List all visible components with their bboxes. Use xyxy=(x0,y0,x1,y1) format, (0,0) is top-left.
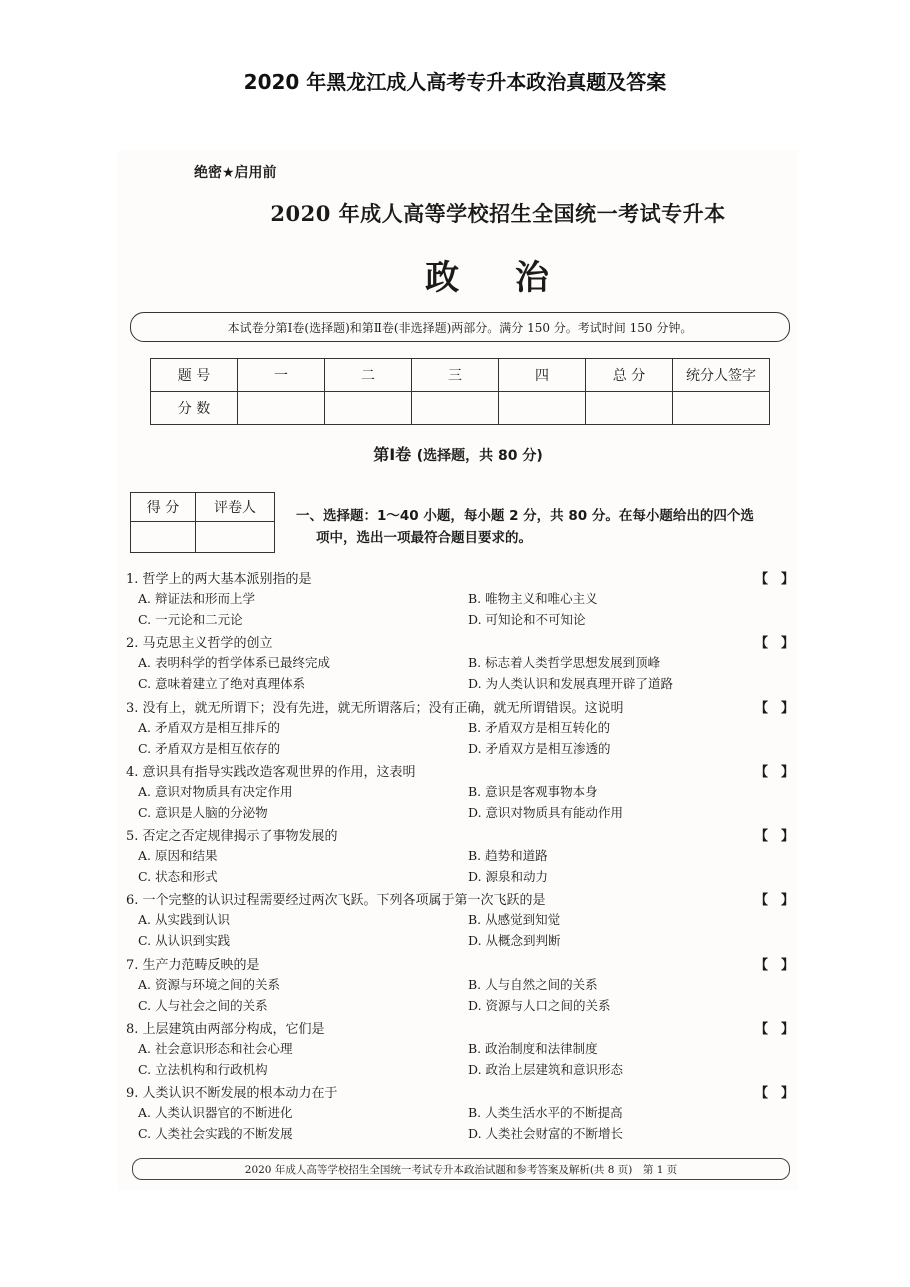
option-c: C. 意味着建立了绝对真理体系 xyxy=(138,676,306,692)
option-d: D. 政治上层建筑和意识形态 xyxy=(468,1062,624,1078)
answer-bracket: 【 】 xyxy=(754,1022,794,1038)
option-c: C. 意识是人脑的分泌物 xyxy=(138,804,268,820)
option-a: A. 从实践到认识 xyxy=(138,912,230,928)
option-c: C. 状态和形式 xyxy=(138,869,218,885)
question-item xyxy=(126,632,794,696)
option-b: B. 政治制度和法律制度 xyxy=(468,1041,598,1057)
question-item xyxy=(126,954,794,1018)
question-item xyxy=(126,825,794,889)
score-table-header-row xyxy=(151,359,770,392)
footer-text: 2020 年成人高等学校招生全国统一考试专升本政治试题和参考答案及解析(共 8 页) 第 1 页 xyxy=(244,1163,678,1176)
score-blank xyxy=(238,392,325,425)
option-a: A. 意识对物质具有决定作用 xyxy=(138,783,293,799)
answer-bracket: 【 】 xyxy=(754,636,794,652)
option-a: A. 原因和结果 xyxy=(138,848,218,864)
scanned-exam-page xyxy=(118,150,798,1190)
grader-score-label: 得 分 xyxy=(131,493,196,522)
instructions-line-2: 项中，选出一项最符合题目要求的。 xyxy=(316,530,532,546)
option-a: A. 人类认识器官的不断进化 xyxy=(138,1105,293,1121)
option-c: C. 立法机构和行政机构 xyxy=(138,1062,268,1078)
question-stem: 5. 否定之否定规律揭示了事物发展的 xyxy=(126,829,338,845)
grader-box xyxy=(130,492,275,553)
grader-name-label: 评卷人 xyxy=(196,493,275,522)
score-blank xyxy=(499,392,586,425)
option-c: C. 一元论和二元论 xyxy=(138,612,243,627)
secret-label: 绝密★启用前 xyxy=(194,165,277,181)
part-title-main: 第Ⅰ卷 xyxy=(373,445,412,464)
option-c: C. 从认识到实践 xyxy=(138,933,231,949)
question-item xyxy=(126,761,794,825)
question-item xyxy=(126,568,794,632)
question-stem: 2. 马克思主义哲学的创立 xyxy=(126,636,273,652)
question-stem: 9. 人类认识不断发展的根本动力在于 xyxy=(126,1086,338,1102)
option-b: B. 意识是客观事物本身 xyxy=(468,783,598,799)
part-title xyxy=(118,442,798,465)
score-blank xyxy=(325,392,412,425)
option-a: A. 表明科学的哲学体系已最终完成 xyxy=(138,655,330,671)
option-c: C. 矛盾双方是相互依存的 xyxy=(138,740,281,756)
score-cell-3: 三 xyxy=(412,359,499,392)
option-d: D. 从概念到判断 xyxy=(468,933,561,949)
score-row-label: 分 数 xyxy=(151,392,238,425)
exam-title: 2020 年成人高等学校招生全国统一考试专升本 xyxy=(270,201,726,226)
option-b: B. 趋势和道路 xyxy=(468,848,548,864)
question-stem: 3. 没有上，就无所谓下；没有先进，就无所谓落后；没有正确，就无所谓错误。这说明 xyxy=(126,700,624,716)
option-a: A. 辩证法和形而上学 xyxy=(138,591,255,606)
score-cell-total: 总 分 xyxy=(586,359,673,392)
question-stem: 8. 上层建筑由两部分构成，它们是 xyxy=(126,1022,325,1038)
answer-bracket: 【 】 xyxy=(754,572,794,587)
option-b: B. 唯物主义和唯心主义 xyxy=(468,591,598,606)
score-blank xyxy=(586,392,673,425)
score-table xyxy=(150,358,770,425)
question-item xyxy=(126,889,794,953)
option-d: D. 资源与人口之间的关系 xyxy=(468,997,611,1013)
page-footer xyxy=(132,1158,790,1180)
document-title: 2020 年黑龙江成人高考专升本政治真题及答案 xyxy=(243,70,667,94)
answer-bracket: 【 】 xyxy=(754,829,794,845)
answer-bracket: 【 】 xyxy=(754,893,794,909)
question-stem: 7. 生产力范畴反映的是 xyxy=(126,957,260,973)
option-a: A. 资源与环境之间的关系 xyxy=(138,976,280,992)
option-b: B. 人类生活水平的不断提高 xyxy=(468,1105,623,1121)
part-title-sub: (选择题，共 80 分) xyxy=(416,448,543,464)
question-item xyxy=(126,1082,794,1146)
score-cell-2: 二 xyxy=(325,359,412,392)
instructions-line-1: 一、选择题：1～40 小题，每小题 2 分，共 80 分。在每小题给出的四个选 xyxy=(296,508,754,524)
option-d: D. 为人类认识和发展真理开辟了道路 xyxy=(468,676,674,692)
score-table-value-row xyxy=(151,392,770,425)
score-cell-signer: 统分人签字 xyxy=(673,359,770,392)
score-cell-1: 一 xyxy=(238,359,325,392)
section-instructions xyxy=(296,505,788,549)
answer-bracket: 【 】 xyxy=(754,764,794,780)
option-d: D. 源泉和动力 xyxy=(468,869,549,885)
option-c: C. 人与社会之间的关系 xyxy=(138,997,268,1013)
option-d: D. 矛盾双方是相互渗透的 xyxy=(468,740,611,756)
grader-score-blank xyxy=(131,522,196,553)
option-d: D. 意识对物质具有能动作用 xyxy=(468,804,624,820)
answer-bracket: 【 】 xyxy=(754,1086,794,1102)
option-d: D. 人类社会财富的不断增长 xyxy=(468,1126,624,1142)
option-b: B. 标志着人类哲学思想发展到顶峰 xyxy=(468,655,661,671)
answer-bracket: 【 】 xyxy=(754,700,794,716)
question-stem: 4. 意识具有指导实践改造客观世界的作用，这表明 xyxy=(126,764,416,780)
option-c: C. 人类社会实践的不断发展 xyxy=(138,1126,293,1142)
option-a: A. 矛盾双方是相互排斥的 xyxy=(138,719,280,735)
answer-bracket: 【 】 xyxy=(754,957,794,973)
option-a: A. 社会意识形态和社会心理 xyxy=(138,1041,293,1057)
grader-name-blank xyxy=(196,522,275,553)
question-stem: 6. 一个完整的认识过程需要经过两次飞跃。下列各项属于第一次飞跃的是 xyxy=(126,893,546,909)
score-blank xyxy=(412,392,499,425)
option-d: D. 可知论和不可知论 xyxy=(468,612,586,627)
score-blank xyxy=(673,392,770,425)
question-list xyxy=(126,568,794,1147)
score-cell-4: 四 xyxy=(499,359,586,392)
option-b: B. 从感觉到知觉 xyxy=(468,912,561,928)
exam-info-box xyxy=(130,312,790,342)
question-item xyxy=(126,697,794,761)
option-b: B. 矛盾双方是相互转化的 xyxy=(468,719,611,735)
question-stem: 1. 哲学上的两大基本派别指的是 xyxy=(126,572,312,587)
exam-info-text: 本试卷分第Ⅰ卷(选择题)和第Ⅱ卷(非选择题)两部分。满分 150 分。考试时间 150 分钟。 xyxy=(227,320,693,335)
option-b: B. 人与自然之间的关系 xyxy=(468,976,598,992)
question-item xyxy=(126,1018,794,1082)
subject-title: 政 治 xyxy=(425,258,571,298)
score-cell-label: 题 号 xyxy=(151,359,238,392)
